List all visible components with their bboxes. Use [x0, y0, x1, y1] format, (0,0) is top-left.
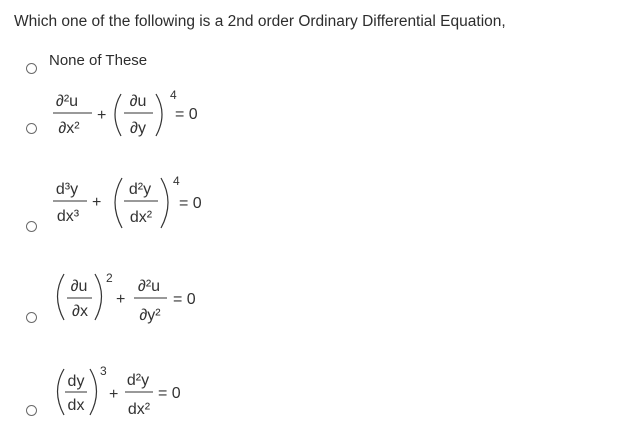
option-e-rhs: = 0 [158, 385, 181, 402]
option-d-exponent: 2 [106, 271, 113, 285]
option-e-equation[interactable] [50, 355, 250, 423]
option-b-plus: + [97, 107, 107, 124]
option-d-equation[interactable] [50, 268, 250, 328]
option-b-term2-numerator: ∂u [129, 93, 147, 110]
option-d-term1-denominator: ∂x [72, 303, 88, 320]
option-c-equation[interactable] [50, 172, 250, 232]
option-d-term2-numerator: ∂²u [137, 278, 161, 295]
option-d-rhs: = 0 [173, 291, 196, 308]
option-c-term1-numerator: d³y [55, 181, 79, 198]
option-e-term2-numerator: d²y [126, 372, 150, 389]
option-c-exponent: 4 [173, 174, 180, 188]
option-c-term2-numerator: d²y [128, 181, 152, 198]
option-e-right-paren [90, 369, 97, 415]
option-e-term1-numerator: dy [67, 373, 85, 390]
option-c-radio[interactable] [26, 221, 37, 232]
option-d-right-paren [95, 274, 102, 320]
option-b-equation[interactable] [50, 86, 250, 142]
option-b-exponent: 4 [170, 88, 177, 102]
option-e-term2-denominator: dx² [127, 401, 151, 418]
option-c-rhs: = 0 [179, 195, 202, 212]
option-b-rhs: = 0 [175, 106, 198, 123]
option-e-radio[interactable] [26, 405, 37, 416]
option-a-radio[interactable] [26, 63, 37, 74]
option-b-left-paren [115, 94, 121, 136]
option-b-radio[interactable] [26, 123, 37, 134]
option-a-label[interactable]: None of These [49, 52, 148, 69]
option-c-plus: + [92, 194, 102, 211]
option-b-term1-numerator: ∂²u [55, 93, 79, 110]
option-c-term1-denominator: dx³ [56, 208, 80, 225]
option-d-plus: + [116, 291, 126, 308]
option-d-term1-numerator: ∂u [70, 278, 88, 295]
option-c-left-paren [115, 178, 122, 228]
option-e-left-paren [58, 369, 65, 415]
option-b-right-paren [156, 94, 162, 136]
option-d-radio[interactable] [26, 312, 37, 323]
option-b-term1-denominator: ∂x² [58, 120, 80, 137]
option-b-term2-denominator: ∂y [130, 120, 146, 137]
option-d-left-paren [58, 274, 65, 320]
option-d-term2-denominator: ∂y² [139, 307, 161, 324]
option-e-term1-denominator: dx [67, 397, 85, 414]
option-e-exponent: 3 [100, 364, 107, 378]
option-c-term2-denominator: dx² [129, 209, 153, 226]
option-c-right-paren [161, 178, 168, 228]
option-e-plus: + [109, 386, 119, 403]
question-text: Which one of the following is a 2nd order Ordinary Differential Equation, [14, 13, 506, 30]
